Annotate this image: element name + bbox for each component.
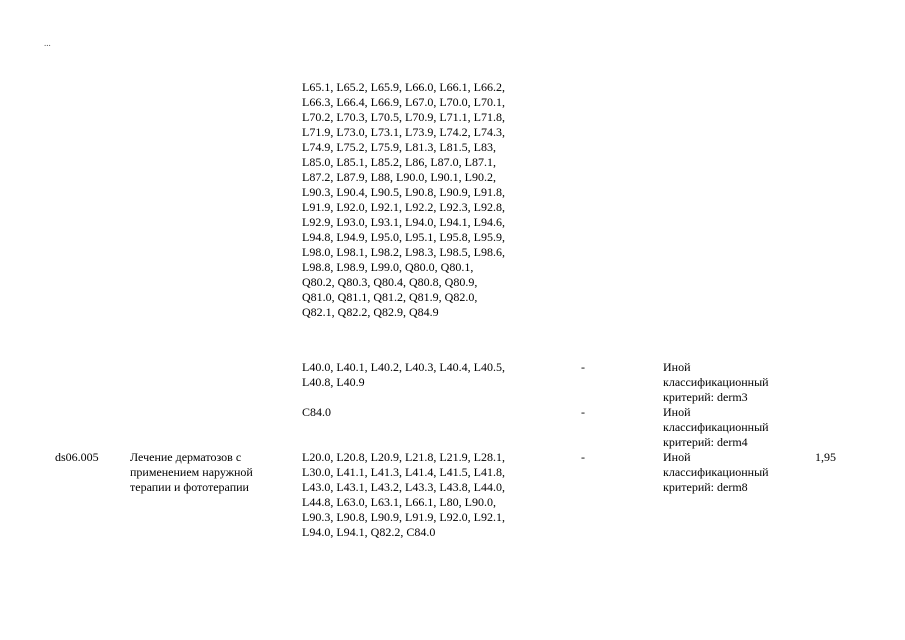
corner-mark: ... [44,38,51,48]
row-3-codes: L20.0, L20.8, L20.9, L21.8, L21.9, L28.1, L30.0, L41.1, L41.3, L41.4, L41.5, L41.8, L43.0, L43.1, L43.2, L43.3, L43.8, L44.0, L44.8, L63.0, L63.1, L66.1, L80, L90.0, L90.3, L90.8, L90.9, L91.9, L92.0, L92.1, L94.0, L94.1, Q82.2, C84.0 [302,450,505,539]
row-1-dash: - [581,360,585,374]
row-2-dash: - [581,405,585,419]
row-1-codes: L40.0, L40.1, L40.2, L40.3, L40.4, L40.5, L40.8, L40.9 [302,360,505,389]
row-0-codes: L65.1, L65.2, L65.9, L66.0, L66.1, L66.2, L66.3, L66.4, L66.9, L67.0, L70.0, L70.1, L70.2, L70.3, L70.5, L70.9, L71.1, L71.8, L71.9, L73.0, L73.1, L73.9, L74.2, L74.3, L74.9, L75.2, L75.9, L81.3, L81.5, L83, L85.0, L85.1, L85.2, L86, L87.0, L87.1, L87.2, L87.9, L88, L90.0, L90.1, L90.2, L90.3, L90.4, L90.5, L90.8, L90.9, L91.8, L91.9, L92.0, L92.1, L92.2, L92.3, L92.8, L92.9, L93.0, L93.1, L94.0, L94.1, L94.6, L94.8, L94.9, L95.0, L95.1, L95.8, L95.9, L98.0, L98.1, L98.2, L98.3, L98.5, L98.6, L98.8, L98.9, L99.0, Q80.0, Q80.1, Q80.2, Q80.3, Q80.4, Q80.8, Q80.9, Q81.0, Q81.1, Q81.2, Q81.9, Q82.0, Q82.1, Q82.2, Q82.9, Q84.9 [302,80,505,319]
row-3-coefficient: 1,95 [815,450,836,464]
row-1-criterion: Иной классификационный критерий: derm3 [663,360,769,404]
row-2-criterion: Иной классификационный критерий: derm4 [663,405,769,449]
row-3-name: Лечение дерматозов с применением наружной терапии и фототерапии [130,450,253,494]
row-3-criterion: Иной классификационный критерий: derm8 [663,450,769,494]
row-3-dash: - [581,450,585,464]
row-2-codes: C84.0 [302,405,332,419]
row-3-code: ds06.005 [55,450,99,464]
